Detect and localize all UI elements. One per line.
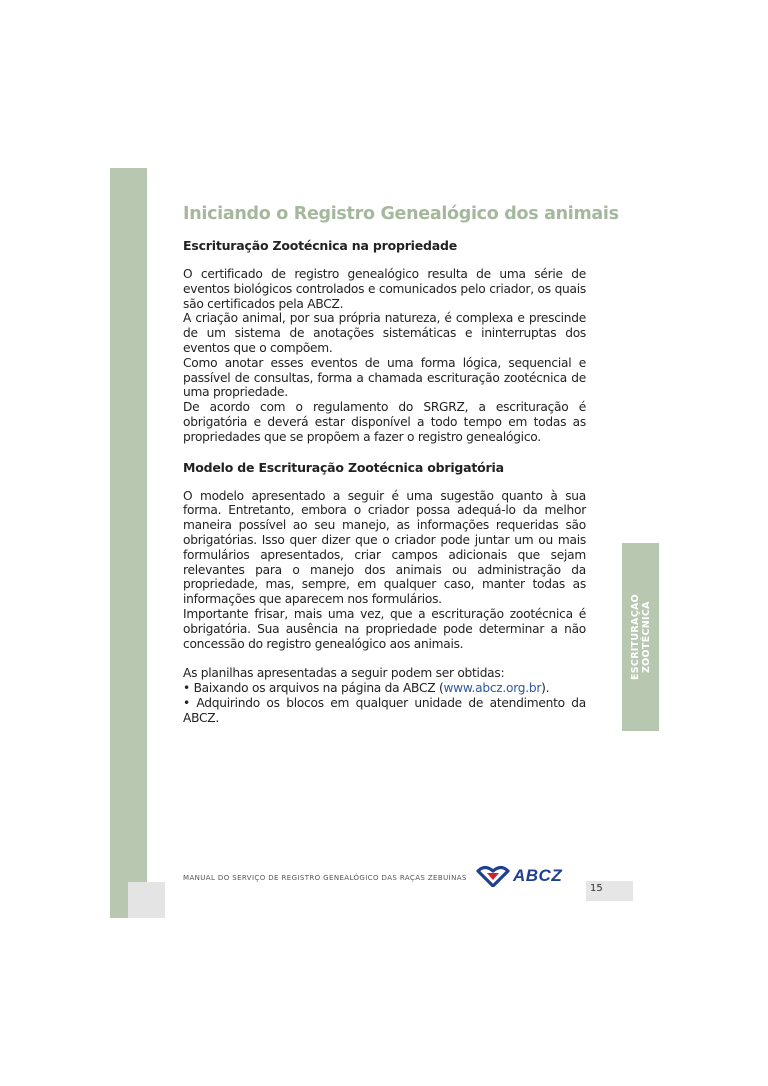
side-tab-line1: ESCRITURAÇÃO [629,593,641,680]
list-item-text: ). [541,681,550,696]
side-tab-line2: ZOOTÉCNICA [640,601,652,673]
left-decorative-bar [110,168,147,918]
spacer [183,651,586,666]
side-tab-label [630,594,652,680]
abcz-logo [476,865,562,887]
paragraph: A criação animal, por sua própria natureza, é complexa e prescinde de um sistema de anotações sistemáticas e ininterruptas dos eventos que o compõem. [183,311,586,355]
abcz-logo-icon [476,865,510,887]
page-title: Iniciando o Registro Genealógico dos animais [183,204,619,224]
side-section-tab [622,543,659,731]
list-item-text: • Baixando os arquivos na página da ABCZ ( [183,681,444,696]
abcz-website-link[interactable]: www.abcz.org.br [443,681,542,696]
left-corner-block [128,882,165,918]
abcz-logo-text: ABCZ [513,866,563,885]
list-item [183,681,586,696]
paragraph: Como anotar esses eventos de uma forma lógica, sequencial e passível de consultas, forma a chamada escrituração zootécnica de uma propriedade. [183,355,586,400]
section-heading-modelo: Modelo de Escrituração Zootécnica obrigatória [183,459,504,475]
planilhas-intro: As planilhas apresentadas a seguir podem ser obtidas: [183,666,505,681]
paragraph: Importante frisar, mais uma vez, que a escrituração zootécnica é obrigatória. Sua ausência na propriedade pode determinar a não concessão do registro genealógico aos animais. [183,606,586,651]
footer-manual-title: MANUAL DO SERVIÇO DE REGISTRO GENEALÓGICO DAS RAÇAS ZEBUÍNAS [183,874,467,882]
page-content [183,204,619,726]
list-item: • Adquirindo os blocos em qualquer unidade de atendimento da ABCZ. [183,695,586,725]
spacer [183,445,586,460]
paragraph: O modelo apresentado a seguir é uma sugestão quanto à sua forma. Entretanto, embora o criador possa adequá-lo da melhor maneira possível ao seu manejo, as informações requeridas são obrigatórias. Isso quer dizer que o criador pode juntar um ou mais formulários apresentados, criar campos adicionais que sejam relevantes para o manejo dos animais ou administração da propriedade, mas, sempre, em qualquer caso, manter todas as informações que aparecem nos formulários. [183,488,586,607]
paragraph: De acordo com o regulamento do SRGRZ, a escrituração é obrigatória e deverá estar disponível a todo tempo em todas as propriedades que se propõem a fazer o registro genealógico. [183,400,586,444]
section-heading-escrituracao: Escrituração Zootécnica na propriedade [183,238,458,253]
page-number: 15 [590,883,603,894]
paragraph: O certificado de registro genealógico resulta de uma série de eventos biológicos controlados e comunicados pelo criador, os quais são certificados pela ABCZ. [183,267,586,311]
